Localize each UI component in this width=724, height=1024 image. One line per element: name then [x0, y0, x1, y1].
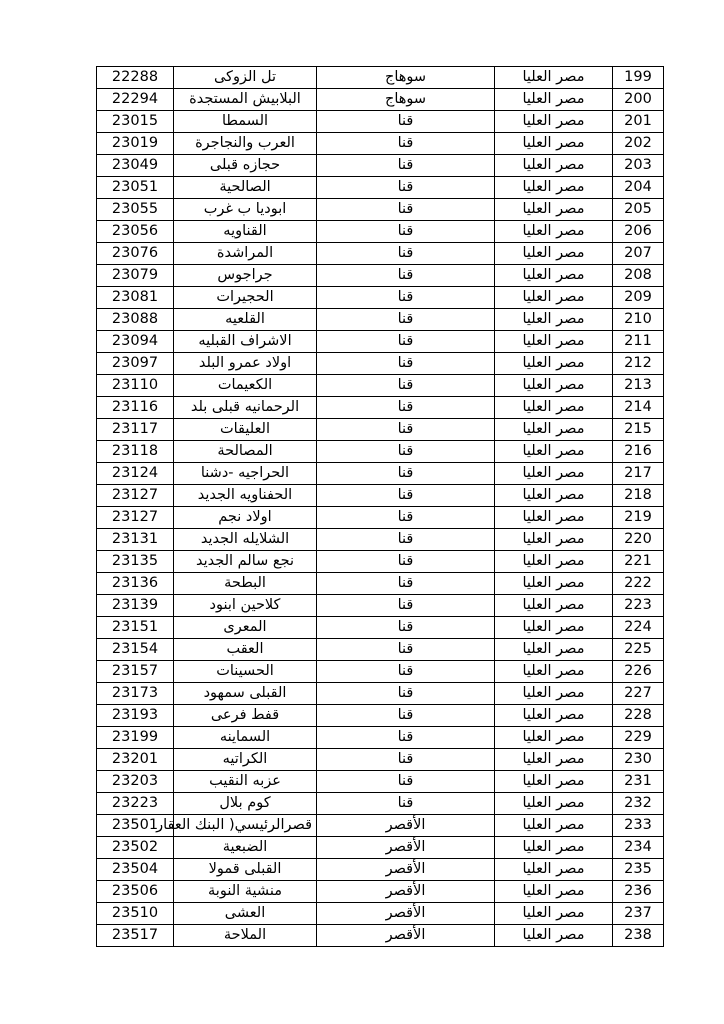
- governorate-cell: الأقصر: [317, 859, 495, 881]
- postal-code-cell: 23203: [97, 771, 174, 793]
- branch-name-cell: المعرى: [174, 617, 317, 639]
- governorate-cell: قنا: [317, 199, 495, 221]
- region-cell: مصر العليا: [495, 793, 613, 815]
- governorate-cell: قنا: [317, 485, 495, 507]
- branch-name-cell: الحسينات: [174, 661, 317, 683]
- table-row: [97, 639, 664, 661]
- region-cell: مصر العليا: [495, 177, 613, 199]
- region-cell: مصر العليا: [495, 837, 613, 859]
- region-cell: مصر العليا: [495, 309, 613, 331]
- region-cell: مصر العليا: [495, 111, 613, 133]
- postal-code-cell: 23502: [97, 837, 174, 859]
- postal-code-cell: 23173: [97, 683, 174, 705]
- row-number-cell: 229: [613, 727, 664, 749]
- row-number-cell: 210: [613, 309, 664, 331]
- governorate-cell: قنا: [317, 419, 495, 441]
- postal-code-cell: 23151: [97, 617, 174, 639]
- table-row: [97, 661, 664, 683]
- postal-code-cell: 23154: [97, 639, 174, 661]
- region-cell: مصر العليا: [495, 573, 613, 595]
- postal-code-cell: 23201: [97, 749, 174, 771]
- postal-code-cell: 23506: [97, 881, 174, 903]
- governorate-cell: الأقصر: [317, 925, 495, 947]
- table-row: [97, 309, 664, 331]
- governorate-cell: قنا: [317, 155, 495, 177]
- table-row: [97, 419, 664, 441]
- region-cell: مصر العليا: [495, 265, 613, 287]
- table-row: [97, 243, 664, 265]
- row-number-cell: 235: [613, 859, 664, 881]
- region-cell: مصر العليا: [495, 485, 613, 507]
- governorate-cell: قنا: [317, 463, 495, 485]
- region-cell: مصر العليا: [495, 243, 613, 265]
- branch-name-cell: الرحمانيه قبلى بلد: [174, 397, 317, 419]
- table-row: [97, 837, 664, 859]
- region-cell: مصر العليا: [495, 727, 613, 749]
- governorate-cell: قنا: [317, 529, 495, 551]
- branch-name-cell: الملاحة: [174, 925, 317, 947]
- branch-name-cell: حجازه قبلى: [174, 155, 317, 177]
- governorate-cell: قنا: [317, 221, 495, 243]
- postal-code-cell: 23157: [97, 661, 174, 683]
- governorate-cell: الأقصر: [317, 837, 495, 859]
- region-cell: مصر العليا: [495, 881, 613, 903]
- postal-code-cell: 23504: [97, 859, 174, 881]
- region-cell: مصر العليا: [495, 705, 613, 727]
- region-cell: مصر العليا: [495, 661, 613, 683]
- region-cell: مصر العليا: [495, 529, 613, 551]
- branch-name-cell: قصرالرئيسي( البنك العقار: [174, 815, 317, 837]
- governorate-cell: قنا: [317, 397, 495, 419]
- governorate-cell: قنا: [317, 573, 495, 595]
- branch-name-cell: قفط فرعى: [174, 705, 317, 727]
- governorate-cell: الأقصر: [317, 815, 495, 837]
- region-cell: مصر العليا: [495, 749, 613, 771]
- branch-name-cell: الكعيمات: [174, 375, 317, 397]
- governorate-cell: قنا: [317, 375, 495, 397]
- row-number-cell: 231: [613, 771, 664, 793]
- row-number-cell: 212: [613, 353, 664, 375]
- branch-name-cell: الشلايله الجديد: [174, 529, 317, 551]
- table-row: [97, 287, 664, 309]
- governorate-cell: قنا: [317, 265, 495, 287]
- row-number-cell: 207: [613, 243, 664, 265]
- postal-code-cell: 23055: [97, 199, 174, 221]
- table-row: [97, 595, 664, 617]
- postal-code-cell: 23094: [97, 331, 174, 353]
- governorate-cell: قنا: [317, 287, 495, 309]
- row-number-cell: 225: [613, 639, 664, 661]
- branch-name-cell: القبلى سمهود: [174, 683, 317, 705]
- row-number-cell: 221: [613, 551, 664, 573]
- postal-code-cell: 23199: [97, 727, 174, 749]
- postal-code-cell: 23079: [97, 265, 174, 287]
- region-cell: مصر العليا: [495, 617, 613, 639]
- branch-name-cell: الحفناويه الجديد: [174, 485, 317, 507]
- governorate-cell: قنا: [317, 177, 495, 199]
- governorate-cell: قنا: [317, 793, 495, 815]
- table-row: [97, 859, 664, 881]
- region-cell: مصر العليا: [495, 287, 613, 309]
- postal-code-cell: 23117: [97, 419, 174, 441]
- branch-name-cell: منشية النوبة: [174, 881, 317, 903]
- table-row: [97, 683, 664, 705]
- postal-code-cell: 23193: [97, 705, 174, 727]
- table-row: [97, 89, 664, 111]
- governorate-cell: الأقصر: [317, 903, 495, 925]
- table-row: [97, 155, 664, 177]
- postal-code-cell: 22288: [97, 67, 174, 89]
- row-number-cell: 213: [613, 375, 664, 397]
- branch-name-cell: القبلى قمولا: [174, 859, 317, 881]
- postal-code-cell: 23076: [97, 243, 174, 265]
- postal-code-cell: 23223: [97, 793, 174, 815]
- governorate-cell: قنا: [317, 727, 495, 749]
- row-number-cell: 219: [613, 507, 664, 529]
- branch-name-cell: العرب والنجاجرة: [174, 133, 317, 155]
- branch-name-cell: جراجوس: [174, 265, 317, 287]
- table-row: [97, 815, 664, 837]
- row-number-cell: 216: [613, 441, 664, 463]
- table-row: [97, 749, 664, 771]
- row-number-cell: 237: [613, 903, 664, 925]
- branch-name-cell: الكراتيه: [174, 749, 317, 771]
- branch-name-cell: الحجيرات: [174, 287, 317, 309]
- row-number-cell: 215: [613, 419, 664, 441]
- region-cell: مصر العليا: [495, 397, 613, 419]
- postal-code-cell: 23019: [97, 133, 174, 155]
- branch-name-cell: المراشدة: [174, 243, 317, 265]
- branch-name-cell: القناويه: [174, 221, 317, 243]
- row-number-cell: 208: [613, 265, 664, 287]
- branch-name-cell: الاشراف القبليه: [174, 331, 317, 353]
- table-row: [97, 67, 664, 89]
- branch-table: [96, 66, 664, 947]
- table-row: [97, 463, 664, 485]
- branch-name-cell: كلاحين ابنود: [174, 595, 317, 617]
- branch-name-cell: الحراجيه -دشنا: [174, 463, 317, 485]
- region-cell: مصر العليا: [495, 89, 613, 111]
- branch-name-cell: البطحة: [174, 573, 317, 595]
- region-cell: مصر العليا: [495, 419, 613, 441]
- region-cell: مصر العليا: [495, 221, 613, 243]
- table-row: [97, 771, 664, 793]
- region-cell: مصر العليا: [495, 67, 613, 89]
- branch-name-cell: كوم بلال: [174, 793, 317, 815]
- region-cell: مصر العليا: [495, 815, 613, 837]
- row-number-cell: 238: [613, 925, 664, 947]
- postal-code-cell: 23124: [97, 463, 174, 485]
- region-cell: مصر العليا: [495, 463, 613, 485]
- row-number-cell: 217: [613, 463, 664, 485]
- row-number-cell: 230: [613, 749, 664, 771]
- governorate-cell: قنا: [317, 661, 495, 683]
- region-cell: مصر العليا: [495, 155, 613, 177]
- governorate-cell: سوهاج: [317, 67, 495, 89]
- row-number-cell: 200: [613, 89, 664, 111]
- region-cell: مصر العليا: [495, 441, 613, 463]
- postal-code-cell: 23051: [97, 177, 174, 199]
- row-number-cell: 236: [613, 881, 664, 903]
- branch-name-cell: المصالحة: [174, 441, 317, 463]
- table-row: [97, 397, 664, 419]
- row-number-cell: 199: [613, 67, 664, 89]
- branch-name-cell: البلابيش المستجدة: [174, 89, 317, 111]
- table-row: [97, 573, 664, 595]
- row-number-cell: 227: [613, 683, 664, 705]
- table-row: [97, 529, 664, 551]
- table-row: [97, 177, 664, 199]
- postal-code-cell: 23116: [97, 397, 174, 419]
- row-number-cell: 223: [613, 595, 664, 617]
- region-cell: مصر العليا: [495, 771, 613, 793]
- row-number-cell: 209: [613, 287, 664, 309]
- region-cell: مصر العليا: [495, 331, 613, 353]
- row-number-cell: 222: [613, 573, 664, 595]
- governorate-cell: قنا: [317, 309, 495, 331]
- row-number-cell: 205: [613, 199, 664, 221]
- region-cell: مصر العليا: [495, 595, 613, 617]
- branch-name-cell: الضبعية: [174, 837, 317, 859]
- postal-code-cell: 23135: [97, 551, 174, 573]
- branch-name-cell: العليقات: [174, 419, 317, 441]
- region-cell: مصر العليا: [495, 375, 613, 397]
- region-cell: مصر العليا: [495, 903, 613, 925]
- postal-code-cell: 23110: [97, 375, 174, 397]
- table-row: [97, 705, 664, 727]
- governorate-cell: قنا: [317, 705, 495, 727]
- region-cell: مصر العليا: [495, 859, 613, 881]
- governorate-cell: قنا: [317, 111, 495, 133]
- branch-name-cell: تل الزوكى: [174, 67, 317, 89]
- governorate-cell: قنا: [317, 683, 495, 705]
- table-row: [97, 903, 664, 925]
- row-number-cell: 203: [613, 155, 664, 177]
- governorate-cell: قنا: [317, 441, 495, 463]
- branch-name-cell: نجع سالم الجديد: [174, 551, 317, 573]
- region-cell: مصر العليا: [495, 551, 613, 573]
- postal-code-cell: 23127: [97, 507, 174, 529]
- table-row: [97, 727, 664, 749]
- row-number-cell: 224: [613, 617, 664, 639]
- branch-name-cell: ابوديا ب غرب: [174, 199, 317, 221]
- row-number-cell: 233: [613, 815, 664, 837]
- table-row: [97, 551, 664, 573]
- row-number-cell: 202: [613, 133, 664, 155]
- postal-code-cell: 23139: [97, 595, 174, 617]
- table-row: [97, 507, 664, 529]
- table-row: [97, 221, 664, 243]
- table-row: [97, 331, 664, 353]
- postal-code-cell: 23517: [97, 925, 174, 947]
- governorate-cell: قنا: [317, 551, 495, 573]
- table-row: [97, 199, 664, 221]
- governorate-cell: قنا: [317, 507, 495, 529]
- governorate-cell: الأقصر: [317, 881, 495, 903]
- region-cell: مصر العليا: [495, 507, 613, 529]
- governorate-cell: قنا: [317, 331, 495, 353]
- postal-code-cell: 23510: [97, 903, 174, 925]
- governorate-cell: قنا: [317, 639, 495, 661]
- table-row: [97, 925, 664, 947]
- table-row: [97, 111, 664, 133]
- postal-code-cell: 23049: [97, 155, 174, 177]
- row-number-cell: 201: [613, 111, 664, 133]
- row-number-cell: 232: [613, 793, 664, 815]
- table-row: [97, 265, 664, 287]
- table-row: [97, 617, 664, 639]
- branch-name-cell: الصالحية: [174, 177, 317, 199]
- row-number-cell: 220: [613, 529, 664, 551]
- governorate-cell: قنا: [317, 353, 495, 375]
- branch-name-cell: القلعيه: [174, 309, 317, 331]
- postal-code-cell: 23056: [97, 221, 174, 243]
- governorate-cell: سوهاج: [317, 89, 495, 111]
- row-number-cell: 228: [613, 705, 664, 727]
- region-cell: مصر العليا: [495, 199, 613, 221]
- postal-code-cell: 23088: [97, 309, 174, 331]
- region-cell: مصر العليا: [495, 925, 613, 947]
- postal-code-cell: 22294: [97, 89, 174, 111]
- table-row: [97, 133, 664, 155]
- row-number-cell: 214: [613, 397, 664, 419]
- postal-code-cell: 23501: [97, 815, 174, 837]
- table-row: [97, 441, 664, 463]
- governorate-cell: قنا: [317, 749, 495, 771]
- branch-table-page: [96, 66, 663, 947]
- postal-code-cell: 23015: [97, 111, 174, 133]
- postal-code-cell: 23118: [97, 441, 174, 463]
- table-row: [97, 375, 664, 397]
- region-cell: مصر العليا: [495, 683, 613, 705]
- governorate-cell: قنا: [317, 243, 495, 265]
- table-row: [97, 793, 664, 815]
- branch-name-cell: عزبه النقيب: [174, 771, 317, 793]
- region-cell: مصر العليا: [495, 353, 613, 375]
- governorate-cell: قنا: [317, 133, 495, 155]
- row-number-cell: 204: [613, 177, 664, 199]
- row-number-cell: 234: [613, 837, 664, 859]
- postal-code-cell: 23131: [97, 529, 174, 551]
- branch-name-cell: العشى: [174, 903, 317, 925]
- branch-name-cell: السمطا: [174, 111, 317, 133]
- branch-name-cell: اولاد نجم: [174, 507, 317, 529]
- table-row: [97, 353, 664, 375]
- row-number-cell: 226: [613, 661, 664, 683]
- branch-name-cell: السماينه: [174, 727, 317, 749]
- table-row: [97, 881, 664, 903]
- branch-table-body: [97, 67, 664, 947]
- postal-code-cell: 23136: [97, 573, 174, 595]
- governorate-cell: قنا: [317, 617, 495, 639]
- region-cell: مصر العليا: [495, 133, 613, 155]
- governorate-cell: قنا: [317, 771, 495, 793]
- branch-name-cell: العقب: [174, 639, 317, 661]
- row-number-cell: 218: [613, 485, 664, 507]
- postal-code-cell: 23127: [97, 485, 174, 507]
- region-cell: مصر العليا: [495, 639, 613, 661]
- postal-code-cell: 23081: [97, 287, 174, 309]
- table-row: [97, 485, 664, 507]
- row-number-cell: 211: [613, 331, 664, 353]
- branch-name-cell: اولاد عمرو البلد: [174, 353, 317, 375]
- governorate-cell: قنا: [317, 595, 495, 617]
- postal-code-cell: 23097: [97, 353, 174, 375]
- row-number-cell: 206: [613, 221, 664, 243]
